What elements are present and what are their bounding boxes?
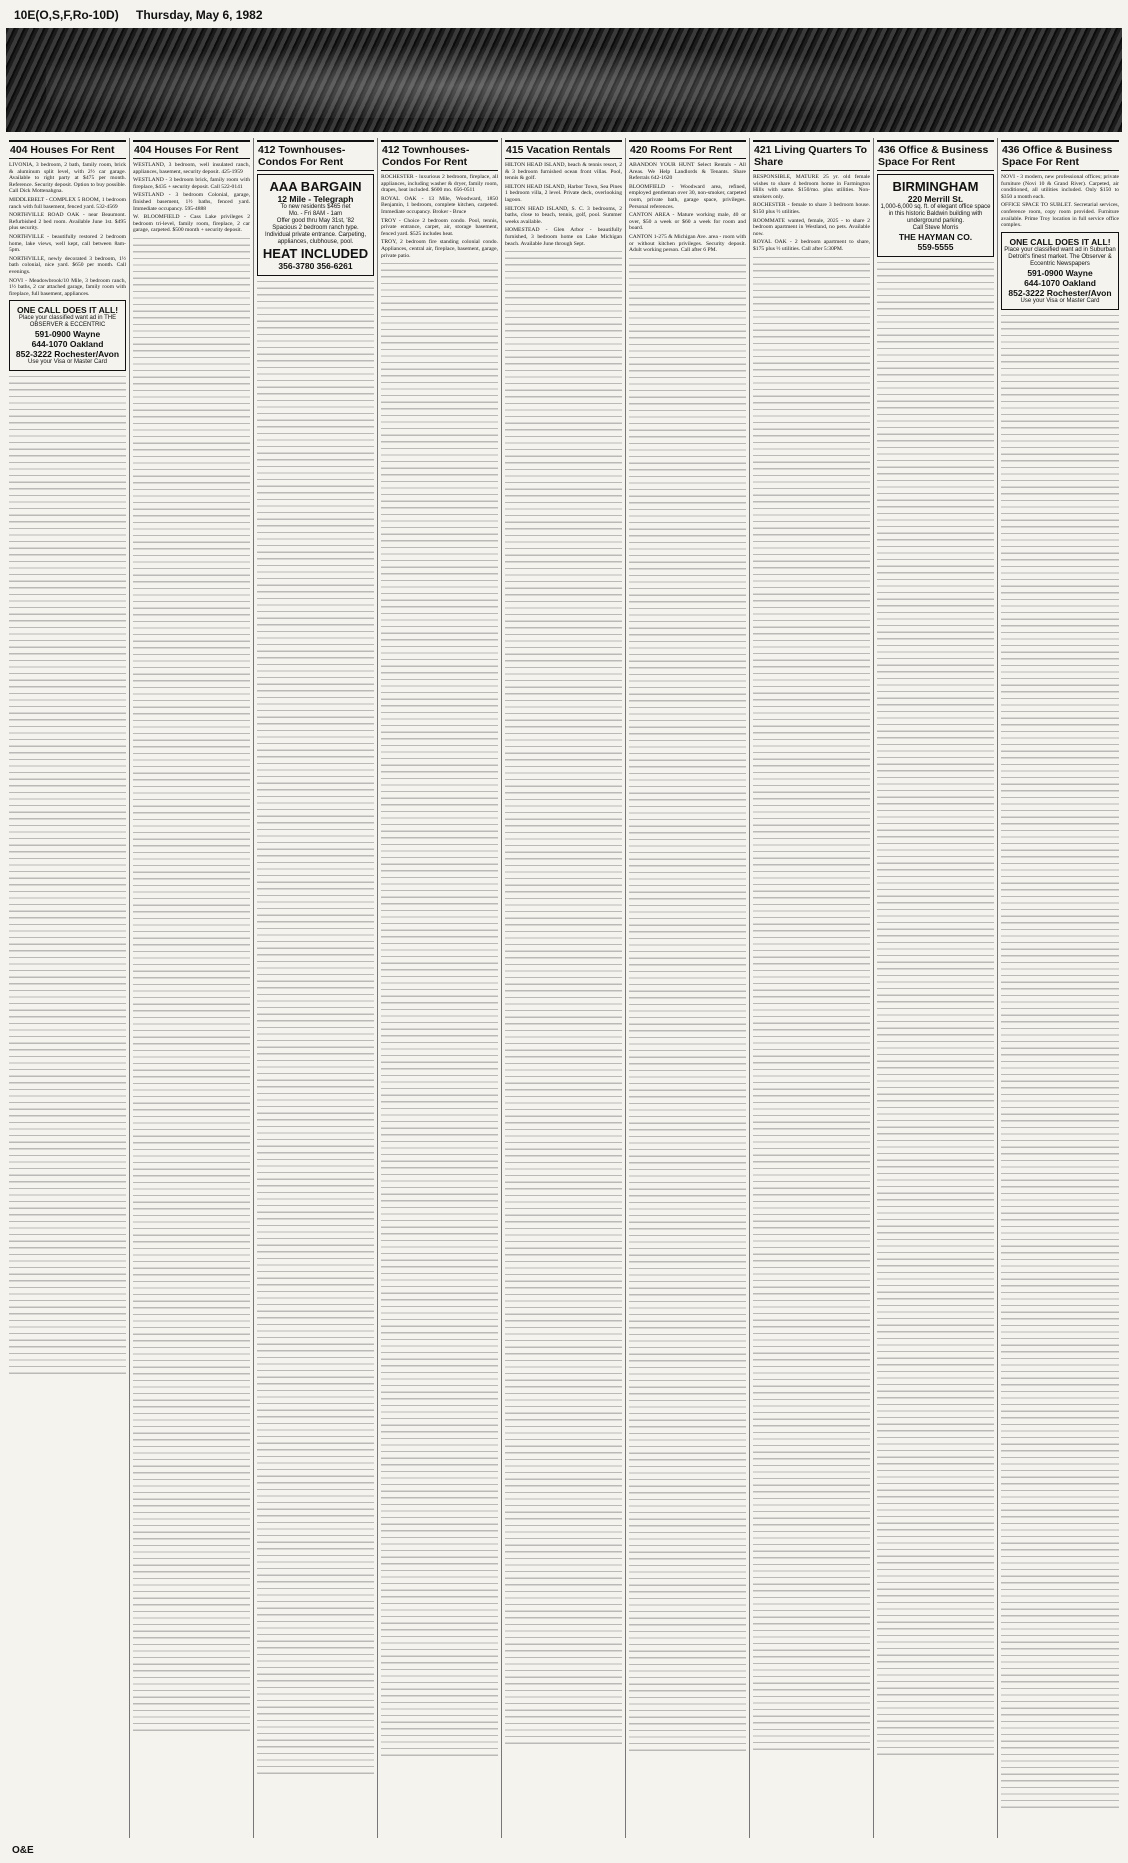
section-heading: 412 Townhouses-Condos For Rent [381, 140, 498, 171]
column-text-body [505, 249, 622, 1749]
column-text-body [133, 236, 250, 1736]
section-heading: 420 Rooms For Rent [629, 140, 746, 159]
display-ad-line: 1,000-6,000 sq. ft. of elegant office space in this historic Baldwin building with underground parking. [880, 204, 991, 224]
column-text-body [257, 279, 374, 1779]
classified-ad: WESTLAND - 3 bedroom Colonial, garage, finished basement, 1½ baths, fenced yard. Immediate occupancy. 595-4888 [133, 192, 250, 212]
display-ad-line: Place your classified want ad in THE OBSERVER & ECCENTRIC [18, 315, 117, 329]
section-heading: 436 Office & Business Space For Rent [1001, 140, 1119, 171]
column-1 [6, 138, 130, 1838]
display-ad-line: Use your Visa or Master Card [28, 359, 107, 366]
display-ad-line: 12 Mile - Telegraph [277, 194, 354, 204]
display-ad-line: 644-1070 Oakland [1024, 277, 1096, 288]
display-ad-title: ONE CALL DOES IT ALL! [1009, 236, 1111, 247]
section-heading: 412 Townhouses-Condos For Rent [257, 140, 374, 171]
classified-ad: ROOMMATE wanted, female, 2025 - to share 2 bedroom apartment in Westland, no pets. Available now. [753, 217, 870, 237]
section-heading: 421 Living Quarters To Share [753, 140, 870, 171]
edition-code: 10E(O,S,F,Ro-10D) [14, 8, 119, 22]
display-ad-line: To new residents $465 net [280, 204, 351, 210]
classified-ad: NOVI - 3 modern, new professional offices; private furniture (Novi 10 & Grand River). Carpeted, air conditioned, all utilities included. Only $150 to $350 a month each. [1001, 174, 1119, 200]
classified-ad: TROY - Choice 2 bedroom condo. Pool, tennis, private entrance, carpet, air, storage basement, fenced yard. $525 includes heat. [381, 217, 498, 237]
display-ad-line: Use your Visa or Master Card [1020, 297, 1100, 304]
display-ad-line: 852-3222 Rochester/Avon [15, 349, 120, 360]
display-ad-title: AAA BARGAIN [269, 179, 362, 194]
classified-columns [6, 138, 1122, 1838]
classified-ad: ROYAL OAK - 13 Mile, Woodward, 1850 Benjamin, 1 bedroom, complete kitchen, carpeted. Immediate occupancy. Broker - Bruce [381, 195, 498, 215]
issue-date: Thursday, May 6, 1982 [136, 8, 263, 22]
column-7 [750, 138, 874, 1838]
display-ad-phone: 356-3780 356-6261 [278, 261, 353, 271]
classified-ad: NORTHVILLE, newly decorated 3 bedroom, 1½ bath colonial, nice yard. $650 per month. Call evenings. [9, 255, 126, 275]
display-ad-box [257, 174, 374, 276]
display-ad-line: Call Steve Morris [912, 225, 959, 231]
column-text-body [381, 261, 498, 1761]
classified-ad: TROY, 2 bedroom fire standing colonial condo. Appliances, central air, fireplace, basement, garage, private patio. [381, 239, 498, 259]
classified-ad: RESPONSIBLE, MATURE 25 yr. old female wishes to share 4 bedroom home in Farmington Hills with same. $150/mo. plus utilities. Non-smokers only. [753, 174, 870, 200]
page-masthead [6, 0, 1122, 26]
display-ad-title: ONE CALL DOES IT ALL! [16, 305, 119, 316]
classified-ad: OFFICE SPACE TO SUBLET. Secretarial services, conference room, copy room provided. Furniture available. Prime Troy location in full service office complex. [1001, 202, 1119, 229]
photo-banner [6, 28, 1122, 132]
classified-ad: CANTON 1-275 & Michigan Ave. area - room with or without kitchen privileges. Security deposit. Adult working person. Call after 6 PM. [629, 233, 746, 254]
section-heading: 436 Office & Business Space For Rent [877, 140, 994, 171]
classified-ad: ROCHESTER - female to share 3 bedroom house. $150 plus ½ utilities. [753, 202, 870, 215]
column-text-body [629, 256, 746, 1756]
column-text-body [753, 255, 870, 1755]
display-ad-line: THE HAYMAN CO. [898, 232, 973, 242]
display-ad-line: 220 Merrill St. [907, 194, 964, 204]
column-9 [998, 138, 1122, 1838]
display-ad-line: HEAT INCLUDED [262, 246, 369, 261]
classified-ad: ABANDON YOUR HUNT Select Rentals - All Areas. We Help Landlords & Tenants. Share Referrals 642-1620 [629, 162, 746, 182]
column-4 [378, 138, 502, 1838]
display-ad-phone: 559-5555 [917, 242, 954, 252]
classified-ad: ROCHESTER - luxurious 2 bedroom, fireplace, all appliances, including washer & dryer, family room, drapes, heat included. $600 mo. 656-0511 [381, 174, 498, 194]
display-ad-line: Place your classified want ad in Suburban Detroit's finest market. The Observer & Eccentric Newspapers [1004, 246, 1116, 267]
classified-ad: BLOOMFIELD - Woodward area, refined, employed gentleman over 30, non-smoker, carpeted room, private bath, garage space, privileges. Personal references. [629, 183, 746, 210]
column-text-body [877, 260, 994, 1760]
page-footer: O&E [12, 1845, 34, 1856]
section-heading: 404 Houses For Rent [133, 140, 250, 159]
classified-ad: HOMESTEAD - Glen Arbor - beautifully furnished, 3 bedroom home on Lake Michigan beach. Available June through Sept. [505, 227, 622, 247]
classified-ad: MIDDLEBELT - COMPLEX 5 ROOM, 1 bedroom ranch with full basement, fenced yard. 532-4569 [9, 196, 126, 210]
display-ad-line: 591-0900 Wayne [1027, 267, 1093, 278]
classified-ad: CANTON AREA - Mature working male, 40 or over, $50 a week or $60 a week for room and board. [629, 212, 746, 232]
display-ad-line: 591-0900 Wayne [34, 329, 101, 340]
column-8 [874, 138, 998, 1838]
display-ad-box [9, 300, 126, 371]
classified-ad: WESTLAND, 3 bedroom, well insulated ranch, appliances, basement, security deposit. 425-1959 [133, 162, 250, 175]
classified-ad: LIVONIA, 3 bedroom, 2 bath, family room, brick & aluminum split level, with 2½ car garage. Available to right party at $475 per month. Reference. Security deposit. Option to buy possible. Call Dick Mottenahgna. [9, 162, 126, 195]
classified-ad: NORTHVILLE ROAD OAK - near Beaumont. Refurbished 2 bed room. Available June 1st. $495 plus security. [9, 212, 126, 232]
column-2 [130, 138, 254, 1838]
display-ad-line: 852-3222 Rochester/Avon [1008, 287, 1112, 298]
column-text-body [9, 374, 126, 1374]
classified-ad: NOVI - Meadowbrook/10 Mile, 3 bedroom ranch, 1½ baths, 2 car attached garage, family room with fireplace, full basement, appliances. [9, 277, 126, 297]
display-ad-line: 644-1070 Oakland [31, 339, 104, 350]
column-5 [502, 138, 626, 1838]
section-heading: 404 Houses For Rent [9, 140, 126, 159]
classified-ad: W. BLOOMFIELD - Cass Lake privileges 2 bedroom tri-level, family room, fireplace, 2 car garage, carpeted. $500 month + security deposit. [133, 214, 250, 234]
column-3 [254, 138, 378, 1838]
classified-ad: HILTON HEAD ISLAND, S. C. 3 bedrooms, 2 baths, close to beach, tennis, golf, pool. Summer weeks available. [505, 205, 622, 225]
display-ad-line: Offer good thru May 31st, '82 [276, 218, 355, 224]
classified-ad: ROYAL OAK - 2 bedroom apartment to share, $175 plus ½ utilities. Call after 5:30PM. [753, 239, 870, 252]
display-ad-title: BIRMINGHAM [892, 179, 979, 194]
classified-ad: HILTON HEAD ISLAND, beach & tennis resort, 2 & 3 bedroom furnished ocean front villas. Pool, tennis & golf. [505, 162, 622, 182]
section-heading: 415 Vacation Rentals [505, 140, 622, 159]
classified-ad: WESTLAND - 3 bedroom brick, family room with fireplace, $435 + security deposit. Call 522-0141 [133, 177, 250, 190]
display-ad-line: Spacious 2 bedroom ranch type. Individual private entrance. Carpeting, appliances, clubhouse, pool. [264, 225, 367, 245]
display-ad-box [877, 174, 994, 257]
display-ad-line: Mo. - Fri 8AM - 1am [288, 211, 343, 217]
column-6 [626, 138, 750, 1838]
column-text-body [1001, 313, 1119, 1813]
classified-ad: HILTON HEAD ISLAND, Harbor Town, Sea Pines 1 bedroom villa, 2 level. Private deck, overlooking lagoon. [505, 183, 622, 203]
display-ad-box [1001, 232, 1119, 310]
classified-ad: NORTHVILLE - beautifully restored 2 bedroom home, lake views, well kept, call between 8am-5pm. [9, 233, 126, 254]
